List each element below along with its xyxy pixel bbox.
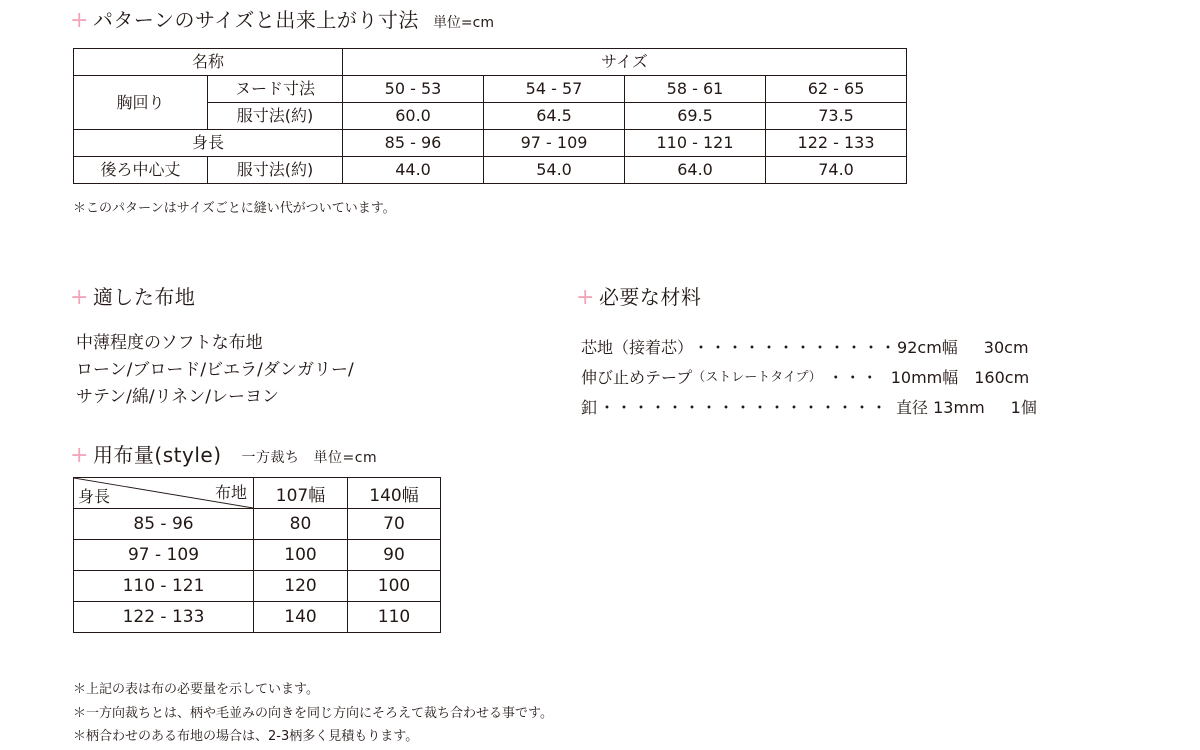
table-cell: 97 - 109 (484, 130, 625, 157)
table-cell: 74.0 (766, 157, 907, 184)
col-140-header: 140幅 (348, 478, 441, 509)
table-row (74, 478, 441, 509)
material-item (581, 393, 1037, 423)
yardage-section-title: 用布量(style) (92, 443, 222, 467)
header-size-cell: サイズ (343, 49, 907, 76)
table-cell: 85 - 96 (74, 509, 254, 540)
table-cell: 69.5 (625, 103, 766, 130)
table-cell: 140 (254, 602, 348, 633)
material-dots: ・・・・・・・・・・・・ (693, 338, 898, 357)
table-cell: 44.0 (343, 157, 484, 184)
table-cell: 100 (348, 571, 441, 602)
material-dots: ・・・・・・・・・・・・・・・・・ (599, 398, 889, 417)
materials-list (581, 333, 1037, 423)
table-row (74, 509, 441, 540)
yardage-table (73, 477, 441, 633)
yardage-unit-note: 単位=cm (313, 450, 378, 466)
material-name: 釦 (581, 398, 598, 417)
footnote: ＊柄合わせのある布地の場合は、2-3柄多く見積もります。 (73, 729, 419, 744)
fabric-line: サテン/綿/リネン/レーヨン (76, 387, 279, 407)
size-unit-note: 単位=cm (432, 15, 495, 31)
plus-icon: + (70, 285, 89, 310)
material-name-note: （ストレートタイプ） (692, 370, 822, 385)
table-row (74, 571, 441, 602)
table-cell: 60.0 (343, 103, 484, 130)
materials-section-title: 必要な材料 (598, 285, 702, 309)
height-label-cell: 身長 (74, 130, 343, 157)
fabric-list (76, 330, 354, 411)
cut-method: 一方裁ち (241, 450, 300, 466)
material-size: 92cm幅 (897, 338, 958, 357)
fabric-section-title: 適した布地 (92, 285, 196, 309)
size-section-title: パターンのサイズと出来上がり寸法 (92, 8, 419, 32)
fabric-line: ローン/ブロード/ビエラ/ダンガリー/ (76, 360, 354, 380)
material-size: 10mm幅 (890, 368, 959, 387)
table-cell: 90 (348, 540, 441, 571)
plus-icon: + (576, 285, 595, 310)
seam-allowance-note: ＊このパターンはサイズごとに縫い代がついています。 (73, 201, 396, 216)
table-cell: 122 - 133 (766, 130, 907, 157)
table-cell: 62 - 65 (766, 76, 907, 103)
material-dots: ・・・ (827, 368, 879, 387)
footnote: ＊一方向裁ちとは、柄や毛並みの向きを同じ方向にそろえて裁ち合わせる事です。 (73, 706, 553, 721)
table-cell: 70 (348, 509, 441, 540)
material-item (581, 363, 1037, 393)
footnote: ＊上記の表は布の必要量を示しています。 (73, 682, 319, 697)
table-cell: 54 - 57 (484, 76, 625, 103)
material-qty: 1個 (1010, 398, 1037, 417)
table-cell: 110 (348, 602, 441, 633)
back-garment-label-cell: 服寸法(約) (208, 157, 343, 184)
chest-label-cell: 胸回り (74, 76, 208, 130)
table-cell: 100 (254, 540, 348, 571)
table-row (74, 540, 441, 571)
table-cell: 110 - 121 (625, 130, 766, 157)
table-cell: 85 - 96 (343, 130, 484, 157)
material-name: 芯地（接着芯） (581, 338, 694, 357)
table-cell: 58 - 61 (625, 76, 766, 103)
fabric-section-heading (70, 285, 195, 310)
corner-height-label: 身長 (78, 487, 111, 506)
table-row (74, 49, 907, 76)
size-table (73, 48, 907, 184)
materials-section-heading (576, 285, 701, 310)
plus-icon: + (70, 8, 89, 33)
header-name-cell: 名称 (74, 49, 343, 76)
fabric-line: 中薄程度のソフトな布地 (76, 333, 263, 353)
table-cell: 64.5 (484, 103, 625, 130)
table-row (74, 130, 907, 157)
corner-header-cell (74, 478, 254, 509)
back-label-cell: 後ろ中心丈 (74, 157, 208, 184)
table-cell: 73.5 (766, 103, 907, 130)
table-cell: 54.0 (484, 157, 625, 184)
table-cell: 64.0 (625, 157, 766, 184)
plus-icon: + (70, 443, 89, 468)
material-qty: 160cm (974, 368, 1030, 387)
table-cell: 110 - 121 (74, 571, 254, 602)
garment-label-cell: 服寸法(約) (208, 103, 343, 130)
table-cell: 80 (254, 509, 348, 540)
nude-label-cell: ヌード寸法 (208, 76, 343, 103)
table-cell: 120 (254, 571, 348, 602)
table-cell: 50 - 53 (343, 76, 484, 103)
material-name: 伸び止めテープ (581, 368, 693, 387)
material-item (581, 333, 1037, 363)
cut-method-note (242, 450, 378, 466)
material-qty: 30cm (983, 338, 1029, 357)
table-row (74, 157, 907, 184)
table-cell: 97 - 109 (74, 540, 254, 571)
col-107-header: 107幅 (254, 478, 348, 509)
table-row (74, 76, 907, 103)
table-cell: 122 - 133 (74, 602, 254, 633)
table-row (74, 602, 441, 633)
yardage-section-heading (70, 443, 377, 470)
corner-fabric-label: 布地 (214, 483, 247, 502)
size-section-heading (70, 8, 494, 35)
material-size: 直径 13mm (896, 398, 985, 417)
